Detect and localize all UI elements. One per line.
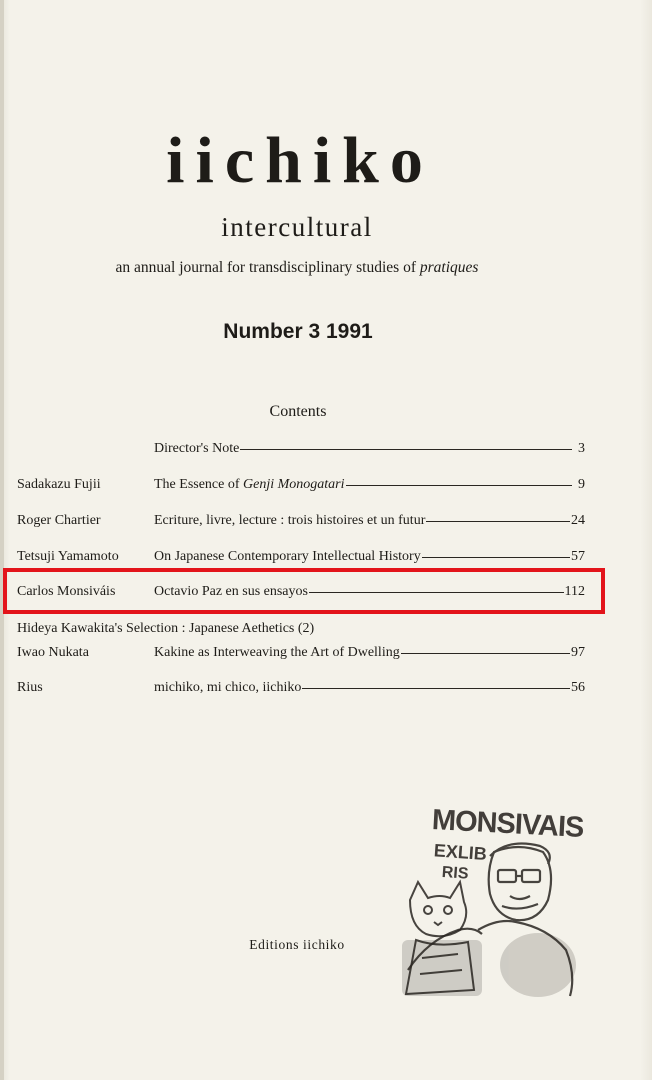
section-heading-kawakita: Hideya Kawakita's Selection : Japanese Aethetics (2) bbox=[17, 621, 315, 636]
toc-title: michiko, mi chico, iichiko bbox=[154, 680, 302, 695]
toc-author: Iwao Nukata bbox=[17, 645, 89, 660]
toc-title-line bbox=[154, 477, 585, 493]
tagline-text: an annual journal for transdisciplinary studies of bbox=[115, 259, 420, 276]
ex-libris-stamp bbox=[398, 790, 588, 1002]
toc-entry-rius bbox=[0, 680, 652, 704]
toc-entry-nukata bbox=[0, 645, 652, 669]
stamp-exlib: EXLIB bbox=[433, 840, 488, 864]
toc-author: Sadakazu Fujii bbox=[17, 477, 101, 492]
stamp-ris: RIS bbox=[441, 863, 469, 883]
toc-title-line bbox=[154, 645, 585, 661]
toc-page-number: 97 bbox=[571, 645, 585, 660]
toc-page-number: 57 bbox=[571, 549, 585, 564]
toc-leader-line bbox=[240, 449, 572, 450]
toc-author: Rius bbox=[17, 680, 43, 695]
toc-page-number: 112 bbox=[564, 584, 585, 599]
tagline-italic: pratiques bbox=[419, 259, 479, 276]
toc-title: The Essence of Genji Monogatari bbox=[154, 477, 345, 492]
toc-leader-line bbox=[426, 521, 570, 522]
toc-leader-line bbox=[401, 653, 570, 654]
toc-title-line bbox=[154, 680, 585, 696]
toc-leader-line bbox=[422, 557, 570, 558]
toc-page-number: 24 bbox=[571, 513, 585, 528]
journal-tagline bbox=[0, 259, 594, 277]
toc-title-line bbox=[154, 441, 585, 457]
toc-entry-chartier bbox=[0, 513, 652, 537]
toc-leader-line bbox=[302, 688, 570, 689]
toc-title: Ecriture, livre, lecture : trois histoires et un futur bbox=[154, 513, 426, 528]
toc-page-number: 56 bbox=[571, 680, 585, 695]
toc-author: Tetsuji Yamamoto bbox=[17, 549, 119, 564]
issue-number: Number 3 1991 bbox=[223, 320, 373, 343]
journal-title: iichiko bbox=[166, 124, 434, 197]
publisher-name: Editions iichiko bbox=[249, 937, 345, 952]
toc-entry-fujii bbox=[0, 477, 652, 501]
toc-author: Carlos Monsiváis bbox=[17, 584, 116, 599]
stamp-name: MONSIVAIS bbox=[431, 804, 585, 844]
toc-title-line bbox=[154, 549, 585, 565]
contents-heading: Contents bbox=[269, 403, 327, 420]
highlight-box bbox=[3, 568, 605, 614]
journal-subtitle: intercultural bbox=[221, 212, 373, 242]
toc-author: Roger Chartier bbox=[17, 513, 101, 528]
toc-page-number: 3 bbox=[578, 441, 585, 456]
toc-leader-line bbox=[346, 485, 572, 486]
toc-title: On Japanese Contemporary Intellectual History bbox=[154, 549, 421, 564]
toc-title-line bbox=[154, 513, 585, 529]
toc-entry-directors-note bbox=[0, 441, 652, 465]
toc-title: Octavio Paz en sus ensayos bbox=[154, 584, 308, 599]
toc-page-number: 9 bbox=[578, 477, 585, 492]
toc-title: Director's Note bbox=[154, 441, 240, 456]
toc-title: Kakine as Interweaving the Art of Dwelling bbox=[154, 645, 400, 660]
